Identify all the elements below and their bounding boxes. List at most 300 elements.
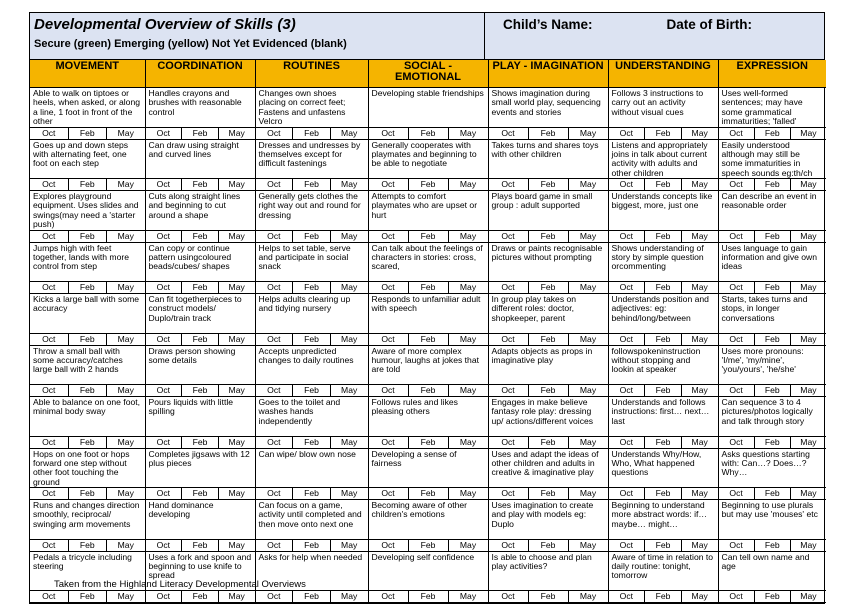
term-box[interactable]: Feb xyxy=(292,282,330,293)
skill-cell xyxy=(30,345,145,397)
term-box[interactable]: Feb xyxy=(754,488,790,499)
skill-cell xyxy=(30,500,145,552)
term-box[interactable]: Feb xyxy=(644,179,681,190)
skill-text: Completes jigsaws with 12 plus pieces xyxy=(148,448,250,468)
term-box[interactable]: May xyxy=(448,488,488,499)
term-box[interactable]: May xyxy=(790,488,826,499)
term-box[interactable]: Feb xyxy=(754,385,790,396)
term-box[interactable]: Feb xyxy=(644,488,681,499)
term-box[interactable]: Feb xyxy=(181,591,218,602)
term-box[interactable]: Feb xyxy=(68,231,107,242)
term-box[interactable]: May xyxy=(568,231,608,242)
term-box[interactable]: Oct xyxy=(729,488,743,498)
term-box[interactable]: May xyxy=(681,231,718,242)
term-box[interactable]: Oct xyxy=(42,333,56,344)
term-box[interactable]: Feb xyxy=(754,540,790,551)
term-box[interactable]: May xyxy=(218,540,255,551)
term-box[interactable]: Feb xyxy=(528,385,568,396)
term-box[interactable]: May xyxy=(218,282,255,293)
term-box[interactable]: Feb xyxy=(754,437,790,448)
term-box[interactable]: Feb xyxy=(644,334,681,345)
term-box[interactable]: May xyxy=(790,179,826,190)
skill-cell xyxy=(368,500,488,552)
term-box[interactable]: Oct xyxy=(42,179,56,189)
skill-cell xyxy=(608,242,718,294)
term-box[interactable]: Feb xyxy=(68,488,107,499)
skill-cell xyxy=(718,191,826,243)
term-checkboxes xyxy=(609,333,718,345)
skill-text: Dresses and undresses by themselves except for difficult fastenings xyxy=(258,139,361,169)
term-checkboxes xyxy=(146,230,255,242)
term-box[interactable]: Feb xyxy=(68,179,107,190)
term-box[interactable]: Feb xyxy=(528,437,568,448)
term-box[interactable]: Oct xyxy=(156,179,171,189)
term-box[interactable]: Oct xyxy=(501,488,515,498)
term-box[interactable]: May xyxy=(106,179,145,190)
skill-cell xyxy=(488,242,608,294)
term-box[interactable]: Feb xyxy=(292,179,330,190)
skill-text: Uses language to gain information and give own ideas xyxy=(721,242,818,272)
term-box[interactable]: Oct xyxy=(156,488,171,498)
term-box[interactable]: Oct xyxy=(42,127,56,138)
term-box[interactable]: May xyxy=(448,282,488,293)
term-checkboxes xyxy=(609,539,718,551)
term-box[interactable]: May xyxy=(681,437,718,448)
term-checkboxes xyxy=(146,333,255,345)
term-checkboxes xyxy=(719,333,827,345)
colour-key: Secure (green) Emerging (yellow) Not Yet Evidenced (blank) xyxy=(34,38,347,50)
term-box[interactable]: May xyxy=(790,128,826,139)
skill-cell xyxy=(30,294,145,346)
term-box[interactable]: May xyxy=(448,231,488,242)
term-box[interactable]: Oct xyxy=(42,230,56,241)
term-box[interactable]: Feb xyxy=(644,437,681,448)
term-box[interactable]: Feb xyxy=(408,334,448,345)
skill-text: Understands Why/How, Who, What happened questions xyxy=(611,448,702,478)
term-checkboxes xyxy=(719,590,827,602)
term-box[interactable]: Feb xyxy=(754,231,790,242)
skill-text: Runs and changes direction smoothly, reciprocal/ swinging arm movements xyxy=(33,500,140,529)
term-box[interactable]: May xyxy=(330,385,368,396)
term-box[interactable]: Feb xyxy=(68,437,107,448)
term-box[interactable]: May xyxy=(448,385,488,396)
skill-text: Uses well-formed sentences; may have some grammatical immaturities; 'falled' xyxy=(721,88,803,127)
skill-cell xyxy=(718,500,826,552)
term-box[interactable]: May xyxy=(681,334,718,345)
term-box[interactable]: Feb xyxy=(644,591,681,602)
term-box[interactable]: Oct xyxy=(381,127,395,138)
term-box[interactable]: Oct xyxy=(381,436,395,447)
term-box[interactable]: Feb xyxy=(644,231,681,242)
term-box[interactable]: May xyxy=(330,282,368,293)
term-box[interactable]: Feb xyxy=(644,385,681,396)
term-checkboxes xyxy=(369,539,488,551)
table-row xyxy=(30,191,826,243)
skill-cell xyxy=(255,500,368,552)
sheet-title: Developmental Overview of Skills (3) xyxy=(34,16,296,33)
term-box[interactable]: Oct xyxy=(619,230,634,241)
term-box[interactable]: Feb xyxy=(68,385,107,396)
term-box[interactable]: Oct xyxy=(381,230,395,241)
skill-text: Shows understanding of story by simple question orcommenting xyxy=(611,242,704,272)
term-box[interactable]: May xyxy=(330,334,368,345)
child-name-label: Child’s Name: xyxy=(503,17,593,32)
term-box[interactable]: Oct xyxy=(619,179,634,189)
term-box[interactable]: Feb xyxy=(528,334,568,345)
term-box[interactable]: May xyxy=(106,231,145,242)
term-box[interactable]: Oct xyxy=(619,539,634,550)
term-box[interactable]: May xyxy=(681,282,718,293)
term-box[interactable]: May xyxy=(681,540,718,551)
term-box[interactable]: Feb xyxy=(408,385,448,396)
skill-cell xyxy=(145,448,255,500)
term-box[interactable]: Oct xyxy=(156,591,171,601)
term-box[interactable]: May xyxy=(330,591,368,602)
term-box[interactable]: Feb xyxy=(528,540,568,551)
term-box[interactable]: Oct xyxy=(42,591,56,601)
term-box[interactable]: Feb xyxy=(292,488,330,499)
term-box[interactable]: Feb xyxy=(528,179,568,190)
term-checkboxes xyxy=(256,333,368,345)
skill-cell xyxy=(488,294,608,346)
term-box[interactable]: Oct xyxy=(381,591,395,601)
term-box[interactable]: Oct xyxy=(267,539,281,550)
term-box[interactable]: Oct xyxy=(501,179,515,189)
term-box[interactable]: Feb xyxy=(68,540,107,551)
skill-text: Hops on one foot or hops forward one step without other foot touching the ground xyxy=(33,448,130,487)
skill-cell xyxy=(488,191,608,243)
term-box[interactable]: Oct xyxy=(501,591,515,601)
term-box[interactable]: Oct xyxy=(42,385,56,395)
term-box[interactable]: Feb xyxy=(408,437,448,448)
skill-cell xyxy=(255,242,368,294)
term-box[interactable]: Oct xyxy=(156,333,171,344)
term-box[interactable]: May xyxy=(681,488,718,499)
term-box[interactable]: May xyxy=(568,282,608,293)
skill-text: Can sequence 3 to 4 pictures/photos logically and talk through story xyxy=(721,397,813,426)
term-box[interactable]: May xyxy=(218,385,255,396)
term-box[interactable]: Oct xyxy=(501,127,515,138)
term-box[interactable]: May xyxy=(790,437,826,448)
term-box[interactable]: May xyxy=(568,128,608,139)
skill-text: Follows rules and likes pleasing others xyxy=(371,397,458,417)
term-box[interactable]: Feb xyxy=(292,437,330,448)
term-box[interactable]: Feb xyxy=(292,385,330,396)
term-box[interactable]: Feb xyxy=(181,334,218,345)
term-box[interactable]: Oct xyxy=(267,591,281,601)
skill-cell xyxy=(145,242,255,294)
column-header: PLAY - IMAGINATION xyxy=(488,60,608,88)
term-box[interactable]: Feb xyxy=(292,231,330,242)
term-box[interactable]: May xyxy=(218,591,255,602)
term-box[interactable]: May xyxy=(790,282,826,293)
term-box[interactable]: May xyxy=(568,437,608,448)
term-box[interactable]: Oct xyxy=(501,436,515,447)
term-box[interactable]: May xyxy=(790,231,826,242)
term-box[interactable]: Oct xyxy=(619,385,634,395)
term-box[interactable]: May xyxy=(218,231,255,242)
term-box[interactable]: May xyxy=(448,334,488,345)
term-box[interactable]: Feb xyxy=(181,540,218,551)
term-box[interactable]: May xyxy=(448,540,488,551)
term-box[interactable]: Oct xyxy=(381,179,395,189)
term-box[interactable]: Feb xyxy=(528,282,568,293)
term-box[interactable]: Feb xyxy=(292,334,330,345)
term-box[interactable]: Feb xyxy=(68,591,107,602)
skill-cell xyxy=(368,294,488,346)
term-box[interactable]: Feb xyxy=(408,591,448,602)
term-box[interactable]: Feb xyxy=(644,540,681,551)
term-box[interactable]: Oct xyxy=(156,385,171,395)
term-box[interactable]: Feb xyxy=(528,128,568,139)
term-box[interactable]: Feb xyxy=(754,591,790,602)
term-box[interactable]: Oct xyxy=(729,179,743,189)
skill-text: Can fit togetherpieces to construct models/ Duplo/train track xyxy=(148,294,242,323)
term-box[interactable]: May xyxy=(106,385,145,396)
term-box[interactable]: Feb xyxy=(528,591,568,602)
term-box[interactable]: May xyxy=(106,282,145,293)
term-box[interactable]: May xyxy=(106,540,145,551)
term-box[interactable]: Oct xyxy=(501,333,515,344)
term-checkboxes xyxy=(256,281,368,293)
skill-text: Asks for help when needed xyxy=(258,551,363,562)
term-box[interactable]: Oct xyxy=(501,539,515,550)
skill-cell xyxy=(608,500,718,552)
term-box[interactable]: May xyxy=(448,128,488,139)
term-box[interactable]: Feb xyxy=(181,231,218,242)
term-box[interactable]: Oct xyxy=(619,436,634,447)
skill-cell xyxy=(608,139,718,191)
term-box[interactable]: Oct xyxy=(42,488,56,498)
term-checkboxes xyxy=(489,590,608,602)
term-box[interactable]: Feb xyxy=(181,282,218,293)
term-box[interactable]: Oct xyxy=(267,230,281,241)
term-checkboxes xyxy=(256,436,368,448)
term-box[interactable]: Feb xyxy=(408,540,448,551)
term-box[interactable]: May xyxy=(790,334,826,345)
term-box[interactable]: May xyxy=(218,488,255,499)
column-header: EXPRESSION xyxy=(718,60,826,88)
term-box[interactable]: May xyxy=(330,437,368,448)
term-box[interactable]: May xyxy=(330,128,368,139)
term-box[interactable]: Oct xyxy=(729,127,743,138)
term-box[interactable]: Feb xyxy=(181,385,218,396)
term-box[interactable]: May xyxy=(790,385,826,396)
term-box[interactable]: Feb xyxy=(292,540,330,551)
skill-text: Helps to set table, serve and participate in social snack xyxy=(258,242,351,272)
term-box[interactable]: Feb xyxy=(408,488,448,499)
term-box[interactable]: Oct xyxy=(381,539,395,550)
term-box[interactable]: Feb xyxy=(408,231,448,242)
term-checkboxes xyxy=(719,384,827,396)
term-box[interactable]: Feb xyxy=(408,282,448,293)
term-box[interactable]: May xyxy=(330,179,368,190)
term-box[interactable]: May xyxy=(218,179,255,190)
term-box[interactable]: Feb xyxy=(181,437,218,448)
sheet-header xyxy=(30,13,824,60)
term-box[interactable]: May xyxy=(106,437,145,448)
term-checkboxes xyxy=(256,384,368,396)
skill-text: Shows imagination during small world play, sequencing events and stories xyxy=(491,88,601,117)
term-box[interactable]: May xyxy=(681,179,718,190)
term-box[interactable]: May xyxy=(568,179,608,190)
term-box[interactable]: May xyxy=(218,437,255,448)
term-box[interactable]: Oct xyxy=(501,385,515,395)
term-box[interactable]: May xyxy=(218,334,255,345)
skill-text: Developing a sense of fairness xyxy=(371,448,457,468)
term-box[interactable]: Oct xyxy=(729,282,743,292)
term-box[interactable]: Oct xyxy=(619,488,634,498)
term-box[interactable]: May xyxy=(330,488,368,499)
term-box[interactable]: Oct xyxy=(501,282,515,292)
term-box[interactable]: May xyxy=(106,334,145,345)
table-row xyxy=(30,88,826,140)
term-box[interactable]: May xyxy=(106,128,145,139)
term-box[interactable]: Oct xyxy=(267,179,281,189)
header-title-block xyxy=(30,13,485,59)
term-box[interactable]: May xyxy=(218,128,255,139)
term-box[interactable]: Feb xyxy=(754,128,790,139)
term-box[interactable]: May xyxy=(681,385,718,396)
term-box[interactable]: Oct xyxy=(156,127,171,138)
term-box[interactable]: Oct xyxy=(267,385,281,395)
term-box[interactable]: May xyxy=(106,488,145,499)
term-box[interactable]: Oct xyxy=(267,488,281,498)
term-checkboxes xyxy=(146,539,255,551)
term-box[interactable]: May xyxy=(448,179,488,190)
term-box[interactable]: Oct xyxy=(381,282,395,292)
skill-cell xyxy=(368,191,488,243)
term-box[interactable]: May xyxy=(106,591,145,602)
term-checkboxes xyxy=(256,487,368,499)
skill-cell xyxy=(718,345,826,397)
term-box[interactable]: Feb xyxy=(292,128,330,139)
term-box[interactable]: Oct xyxy=(729,436,743,447)
term-box[interactable]: May xyxy=(568,488,608,499)
term-box[interactable]: Feb xyxy=(754,334,790,345)
term-box[interactable]: Oct xyxy=(619,127,634,138)
skill-text: Generally gets clothes the right way out and round for dressing xyxy=(258,191,361,220)
term-box[interactable]: Feb xyxy=(181,179,218,190)
skill-text: Draws or paints recognisable pictures without prompting xyxy=(491,242,603,262)
term-box[interactable]: Oct xyxy=(156,282,171,292)
term-box[interactable]: Oct xyxy=(619,333,634,344)
term-box[interactable]: Oct xyxy=(729,385,743,395)
term-box[interactable]: May xyxy=(681,591,718,602)
term-box[interactable]: Oct xyxy=(619,282,634,292)
column-header: ROUTINES xyxy=(255,60,368,88)
term-box[interactable]: Feb xyxy=(68,282,107,293)
term-box[interactable]: May xyxy=(790,591,826,602)
term-box[interactable]: May xyxy=(681,128,718,139)
skill-cell xyxy=(30,242,145,294)
date-of-birth-label: Date of Birth: xyxy=(666,17,753,32)
skill-text: Can copy or continue pattern usingcoloured beads/cubes/ shapes xyxy=(148,242,232,272)
term-box[interactable]: Oct xyxy=(156,539,171,550)
term-box[interactable]: Feb xyxy=(181,128,218,139)
skills-table xyxy=(30,60,826,603)
term-box[interactable]: May xyxy=(448,437,488,448)
term-box[interactable]: Oct xyxy=(42,436,56,447)
term-box[interactable]: Feb xyxy=(292,591,330,602)
term-box[interactable]: Oct xyxy=(267,127,281,138)
skill-cell xyxy=(30,397,145,449)
term-box[interactable]: Oct xyxy=(729,230,743,241)
term-box[interactable]: Oct xyxy=(501,230,515,241)
term-box[interactable]: Feb xyxy=(754,179,790,190)
term-box[interactable]: Oct xyxy=(267,333,281,344)
term-box[interactable]: May xyxy=(568,334,608,345)
term-box[interactable]: Feb xyxy=(408,128,448,139)
term-box[interactable]: Oct xyxy=(267,282,281,292)
term-checkboxes xyxy=(146,487,255,499)
skill-text: Attempts to comfort playmates who are upset or hurt xyxy=(371,191,478,220)
term-box[interactable]: Feb xyxy=(528,488,568,499)
skill-text: Uses imagination to create and play with models eg: Duplo xyxy=(491,500,594,529)
column-header-row xyxy=(30,60,826,88)
term-box[interactable]: Feb xyxy=(408,179,448,190)
term-box[interactable]: May xyxy=(568,540,608,551)
term-box[interactable]: Oct xyxy=(729,333,743,344)
term-box[interactable]: Oct xyxy=(381,488,395,498)
term-box[interactable]: Oct xyxy=(381,333,395,344)
skill-cell xyxy=(255,397,368,449)
term-checkboxes xyxy=(719,178,827,190)
term-checkboxes xyxy=(489,333,608,345)
term-box[interactable]: Oct xyxy=(42,539,56,550)
skill-cell xyxy=(145,551,255,603)
term-box[interactable]: Feb xyxy=(644,128,681,139)
skill-text: Follows 3 instructions to carry out an activity without visual cues xyxy=(611,88,704,117)
term-box[interactable]: May xyxy=(330,231,368,242)
term-checkboxes xyxy=(30,539,145,551)
term-box[interactable]: Feb xyxy=(528,231,568,242)
term-box[interactable]: May xyxy=(568,385,608,396)
term-box[interactable]: May xyxy=(330,540,368,551)
term-box[interactable]: May xyxy=(790,540,826,551)
skill-text: Uses more pronouns: 'I/me', 'my/mine', 'you/yours', 'he/she' xyxy=(721,345,804,375)
term-box[interactable]: Feb xyxy=(68,334,107,345)
skill-text: Beginning to use plurals but may use 'mouses' etc xyxy=(721,500,818,520)
term-checkboxes xyxy=(489,230,608,242)
skill-text: Can wipe/ blow own nose xyxy=(258,448,356,459)
skill-cell xyxy=(608,551,718,603)
term-checkboxes xyxy=(719,230,827,242)
term-box[interactable]: Oct xyxy=(729,591,743,601)
term-box[interactable]: Oct xyxy=(156,230,171,241)
term-box[interactable]: May xyxy=(568,591,608,602)
term-box[interactable]: May xyxy=(448,591,488,602)
term-box[interactable]: Oct xyxy=(381,385,395,395)
skill-text: Responds to unfamiliar adult with speech xyxy=(371,294,481,314)
term-box[interactable]: Feb xyxy=(181,488,218,499)
term-box[interactable]: Oct xyxy=(42,282,56,292)
skill-cell xyxy=(145,345,255,397)
term-box[interactable]: Feb xyxy=(68,128,107,139)
column-header: MOVEMENT xyxy=(30,60,145,88)
skill-cell xyxy=(488,397,608,449)
term-box[interactable]: Oct xyxy=(619,591,634,601)
skill-cell xyxy=(488,139,608,191)
term-checkboxes xyxy=(146,590,255,602)
term-box[interactable]: Oct xyxy=(267,436,281,447)
term-box[interactable]: Oct xyxy=(156,436,171,447)
skill-text: Kicks a large ball with some accuracy xyxy=(33,294,140,314)
term-box[interactable]: Feb xyxy=(644,282,681,293)
skill-text: Developing stable friendships xyxy=(371,88,484,98)
term-box[interactable]: Oct xyxy=(729,539,743,550)
term-box[interactable]: Feb xyxy=(754,282,790,293)
